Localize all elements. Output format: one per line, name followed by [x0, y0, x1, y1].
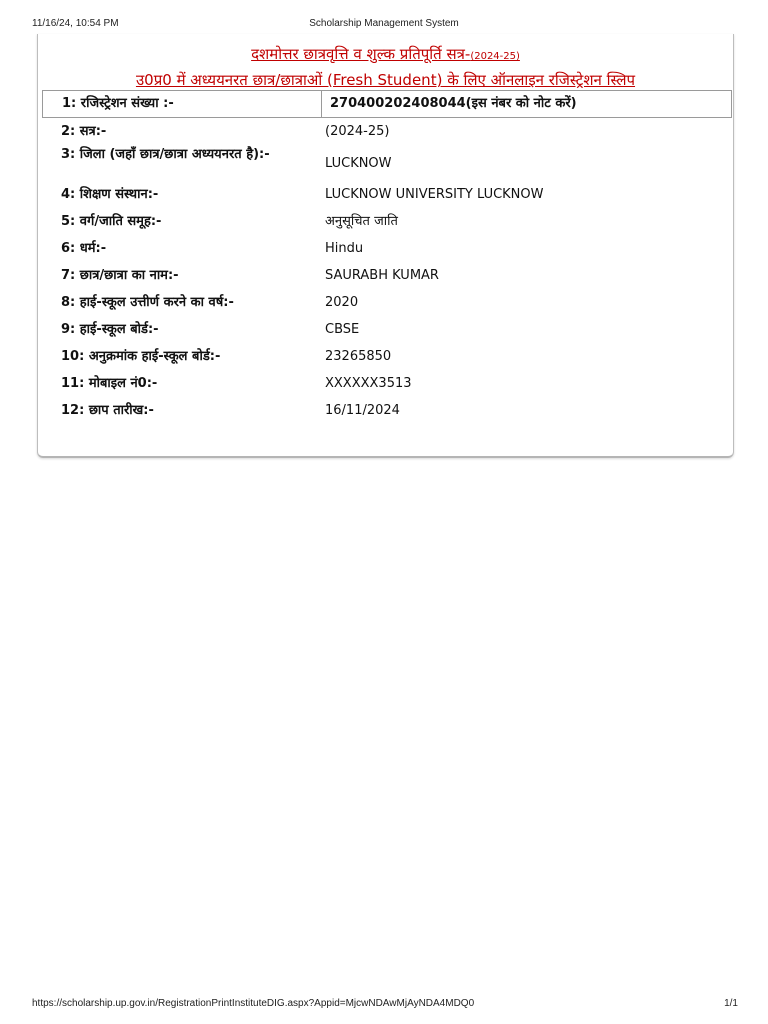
detail-label: 2: सत्र:- [61, 124, 107, 139]
detail-row-student-name [42, 267, 732, 287]
print-header [0, 14, 768, 34]
detail-label: 12: छाप तारीख:- [61, 403, 154, 418]
registration-note: 4(इस नंबर को नोट करें) [456, 96, 577, 111]
detail-row-print-date [42, 402, 732, 422]
detail-value: 23265850 [325, 349, 392, 364]
detail-value: (2024-25) [325, 124, 390, 139]
print-timestamp: 11/16/24, 10:54 PM [32, 18, 119, 29]
detail-label: 5: वर्ग/जाति समूह:- [61, 214, 162, 229]
cell-divider [321, 91, 322, 117]
detail-row-highschool-year [42, 294, 732, 314]
detail-label: 7: छात्र/छात्रा का नाम:- [61, 268, 179, 283]
detail-value: अनुसूचित जाति [325, 214, 398, 229]
detail-row-highschool-board [42, 321, 732, 341]
detail-row-religion [42, 240, 732, 260]
slip-title-line1 [38, 44, 733, 64]
detail-row-registration [42, 90, 732, 118]
detail-row-category [42, 213, 732, 233]
detail-value: Hindu [325, 241, 364, 256]
detail-label: 4: शिक्षण संस्थान:- [61, 187, 159, 202]
slip-title-session: (2024-25) [470, 51, 520, 62]
detail-value: LUCKNOW UNIVERSITY LUCKNOW [325, 187, 544, 202]
detail-value: 2020 [325, 295, 359, 310]
registration-slip [37, 34, 734, 458]
detail-row-session [42, 123, 732, 143]
detail-value: SAURABH KUMAR [325, 268, 439, 283]
detail-value: XXXXXX3513 [325, 376, 412, 391]
slip-title-text: दशमोत्तर छात्रवृत्ति व शुल्क प्रतिपूर्ति सत्र- [251, 45, 471, 63]
detail-label: 11: मोबाइल नं0:- [61, 376, 158, 391]
detail-label: 8: हाई-स्कूल उत्तीर्ण करने का वर्ष:- [61, 295, 234, 310]
detail-label: 10: अनुक्रमांक हाई-स्कूल बोर्ड:- [61, 349, 221, 364]
registration-number [330, 95, 577, 112]
detail-label: 9: हाई-स्कूल बोर्ड:- [61, 322, 159, 337]
detail-value: CBSE [325, 322, 360, 337]
detail-value: 16/11/2024 [325, 403, 400, 418]
detail-label: 1: रजिस्ट्रेशन संख्या :- [62, 96, 174, 111]
registration-number-value: 27040020240804 [330, 96, 457, 111]
detail-row-institution [42, 186, 732, 206]
slip-details-table [42, 90, 732, 418]
detail-value: LUCKNOW [325, 156, 392, 171]
detail-row-district [42, 146, 732, 180]
print-page-title: Scholarship Management System [309, 18, 459, 29]
slip-title-line2: उ0प्र0 में अध्ययनरत छात्र/छात्राओं (Fresh Student) के लिए ऑनलाइन रजिस्ट्रेशन स्लिप [135, 71, 636, 89]
detail-label: 6: धर्म:- [61, 241, 107, 256]
detail-row-mobile [42, 375, 732, 395]
print-url: https://scholarship.up.gov.in/RegistrationPrintInstituteDIG.aspx?Appid=MjcwNDAwMjAyNDA4MDQ0 [32, 998, 475, 1009]
detail-label: 3: जिला (जहाँ छात्र/छात्रा अध्ययनरत है):- [61, 147, 270, 162]
print-footer [0, 994, 768, 1014]
print-page-number: 1/1 [724, 998, 738, 1009]
detail-row-roll-number [42, 348, 732, 368]
